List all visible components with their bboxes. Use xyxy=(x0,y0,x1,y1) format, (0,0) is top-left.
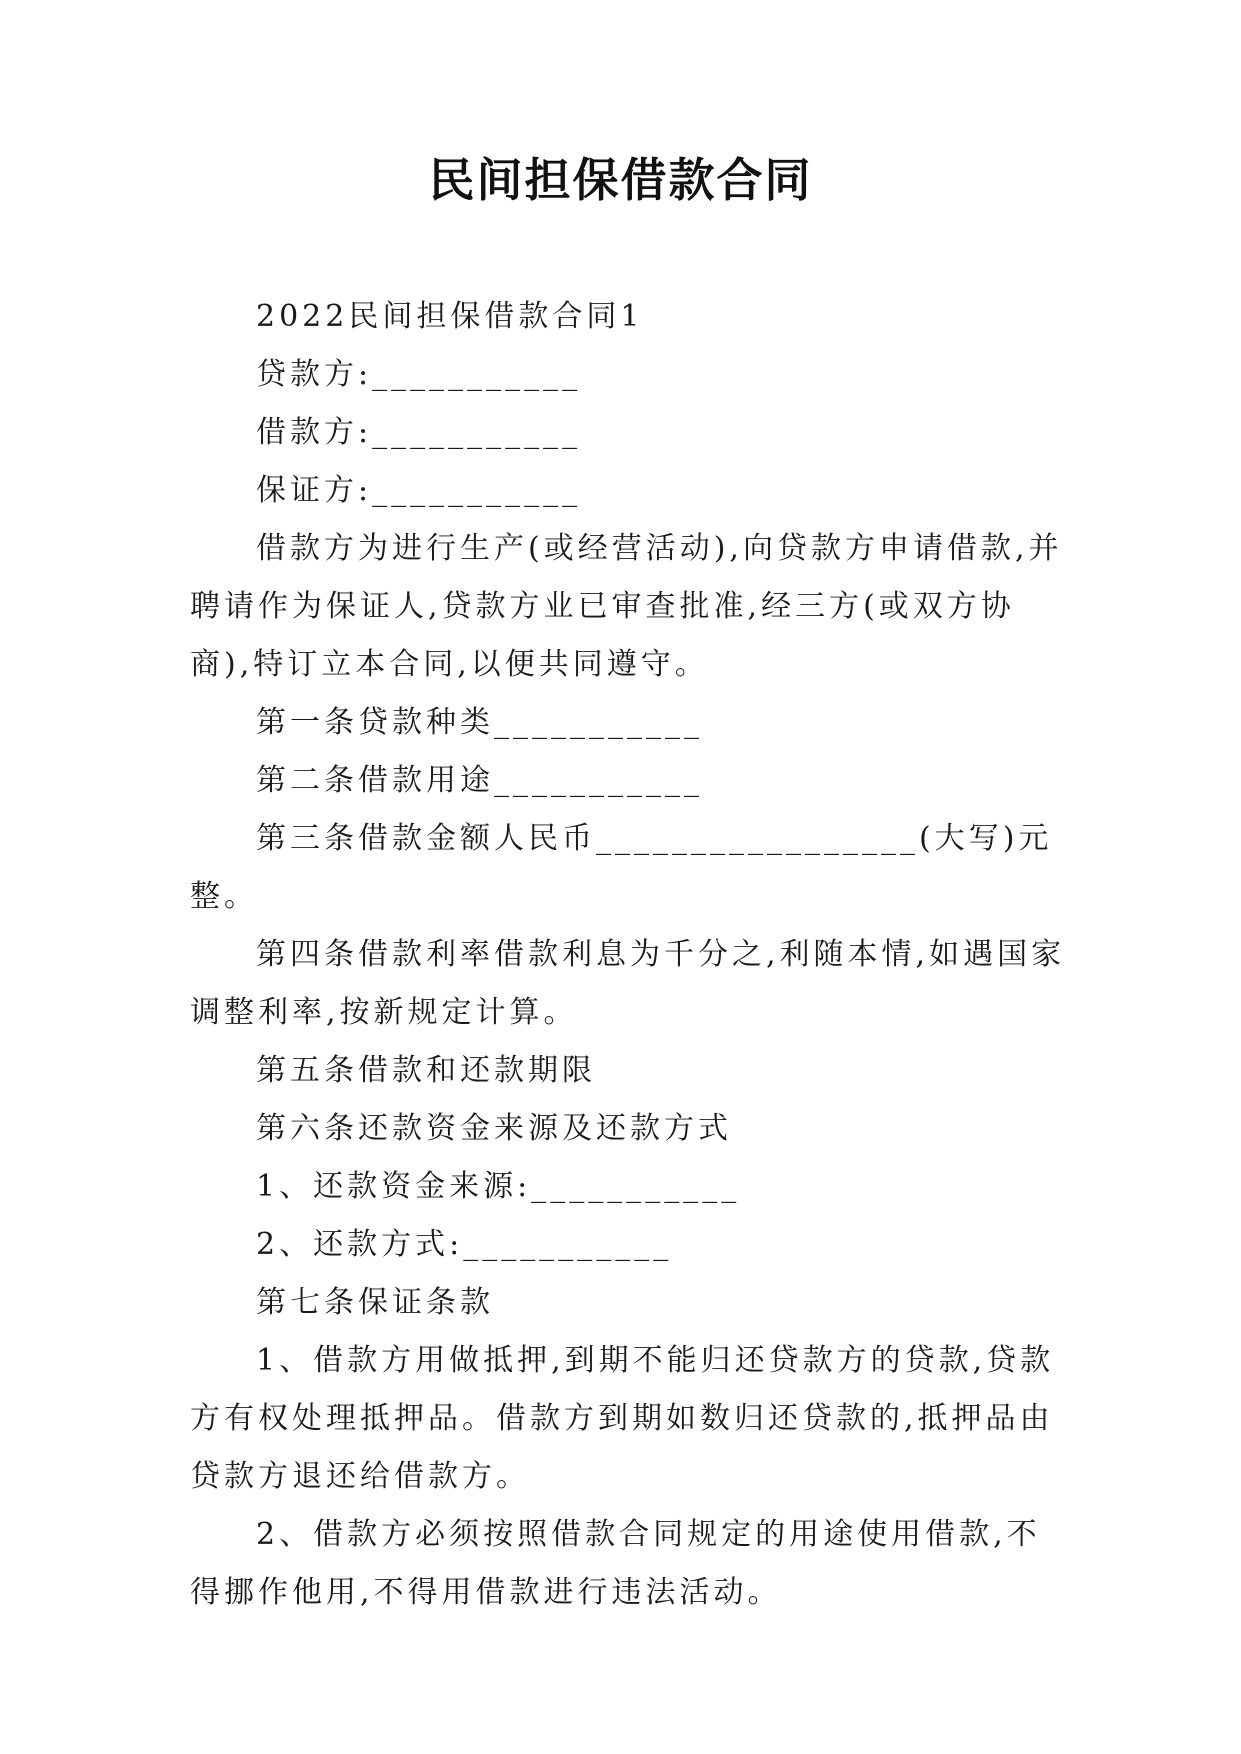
paragraph-article-7-item-2: 2、借款方必须按照借款合同规定的用途使用借款,不得挪作他用,不得用借款进行违法活动。 xyxy=(190,1517,1041,1610)
paragraph-article-3: 第三条借款金额人民币_________________(大写)元整。 xyxy=(190,821,1053,914)
paragraph-article-7: 第七条保证条款 xyxy=(256,1285,494,1320)
paragraph-borrower: 借款方:___________ xyxy=(256,415,582,450)
paragraph-heading: 2022民间担保借款合同1 xyxy=(256,299,644,334)
paragraph-article-1: 第一条贷款种类___________ xyxy=(256,705,703,740)
document-title: 民间担保借款合同 xyxy=(428,153,813,207)
paragraph-preamble: 借款方为进行生产(或经营活动),向贷款方申请借款,并聘请作为保证人,贷款方业已审查批准,经三方(或双方协商),特订立本合同,以便共同遵守。 xyxy=(190,531,1063,682)
paragraph-article-5: 第五条借款和还款期限 xyxy=(256,1053,596,1088)
paragraph-article-6-item-2: 2、还款方式:___________ xyxy=(256,1227,673,1262)
document-body xyxy=(190,288,1070,1622)
paragraph-article-7-item-1: 1、借款方用做抵押,到期不能归还贷款方的贷款,贷款方有权处理抵押品。借款方到期如数归还贷款的,抵押品由贷款方退还给借款方。 xyxy=(190,1343,1055,1494)
paragraph-article-6-item-1: 1、还款资金来源:___________ xyxy=(256,1169,741,1204)
paragraph-article-2: 第二条借款用途___________ xyxy=(256,763,703,798)
paragraph-lender: 贷款方:___________ xyxy=(256,357,582,392)
paragraph-article-4: 第四条借款利率借款利息为千分之,利随本情,如遇国家调整利率,按新规定计算。 xyxy=(190,937,1066,1030)
paragraph-article-6: 第六条还款资金来源及还款方式 xyxy=(256,1111,732,1146)
paragraph-guarantor: 保证方:___________ xyxy=(256,473,582,508)
